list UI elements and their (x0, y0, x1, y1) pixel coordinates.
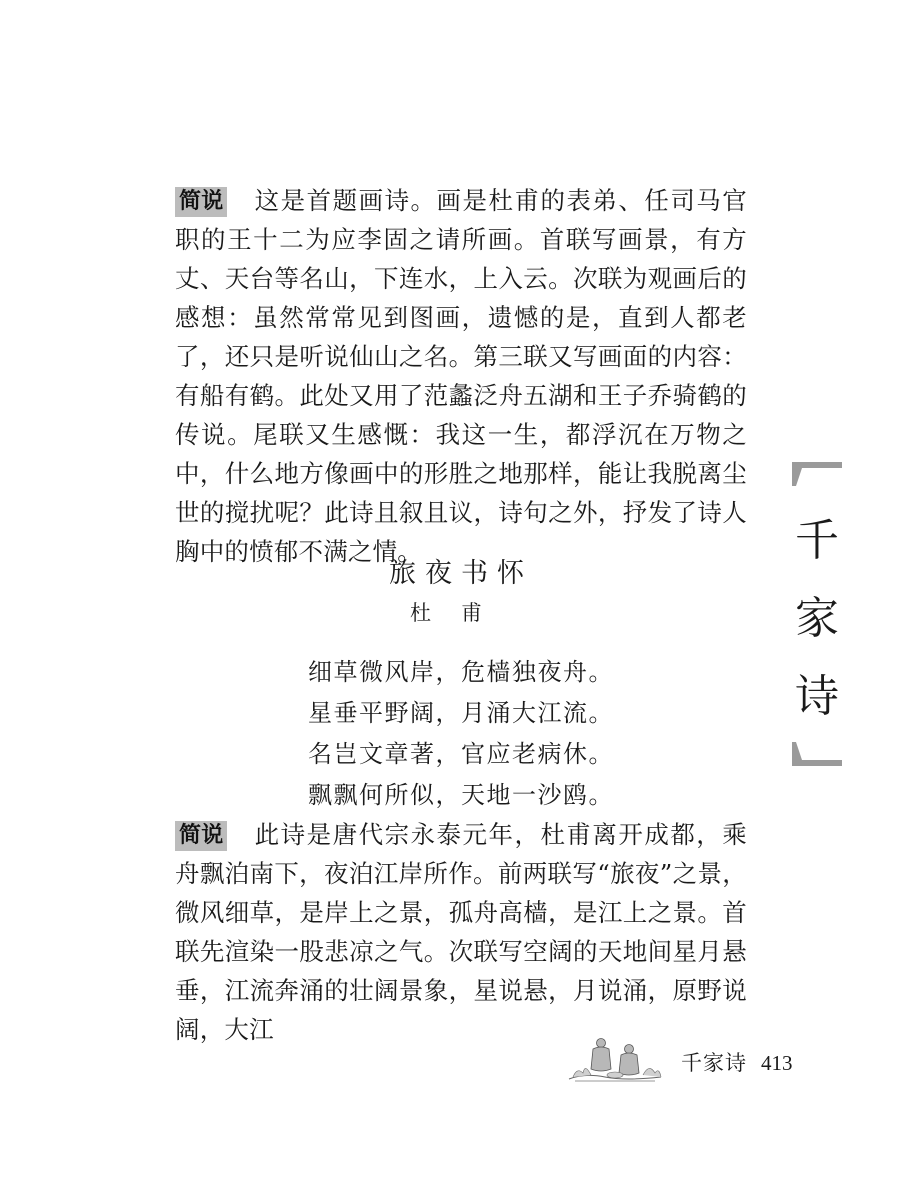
scholars-illustration-icon (565, 1033, 665, 1083)
side-tab-char: 千 (795, 515, 839, 566)
running-footer-title: 千家诗 (681, 1051, 747, 1075)
bracket-top-icon (792, 462, 842, 486)
commentary-paragraph (175, 181, 747, 571)
poem-line: 星垂平野阔，月涌大江流。 (308, 699, 614, 727)
poem-author: 杜甫 (410, 601, 512, 625)
section-side-tab (792, 462, 842, 766)
commentary-text: 这是首题画诗。画是杜甫的表弟、任司马官职的王十二为应李固之请所画。首联写画景，有方丈、天台等名山，下连水，上入云。次联为观画后的感想：虽然常常见到图画，遗憾的是，直到人都老了，还只是听说仙山之名。第三联又写画面的内容：有船有鹤。此处又用了范蠡泛舟五湖和王子乔骑鹤的传说。尾联又生感慨：我这一生，都浮沉在万物之中，什么地方像画中的形胜之地那样，能让我脱离尘世的搅扰呢？此诗且叙且议，诗句之外，抒发了诗人胸中的愤郁不满之情。 (175, 186, 747, 566)
commentary-paragraph (175, 815, 747, 1049)
jianshuo-badge: 简说 (175, 821, 227, 851)
poem-title: 旅夜书怀 (389, 558, 533, 589)
side-tab-char: 诗 (795, 671, 839, 722)
poem-line: 名岂文章著，官应老病休。 (308, 740, 614, 768)
poem-body (175, 652, 747, 816)
page-number: 413 (761, 1051, 793, 1075)
bracket-bottom-icon (792, 742, 842, 766)
poem-line: 细草微风岸，危樯独夜舟。 (308, 658, 614, 686)
side-tab-char: 家 (795, 593, 839, 644)
commentary-text: 此诗是唐代宗永泰元年，杜甫离开成都，乘舟飘泊南下，夜泊江岸所作。前两联写“旅夜”之景，微风细草，是岸上之景，孤舟高樯，是江上之景。首联先渲染一股悲凉之气。次联写空阔的天地间星月悬垂，江流奔涌的壮阔景象，星说悬，月说涌，原野说阔，大江 (175, 820, 747, 1044)
jianshuo-badge: 简说 (175, 187, 227, 217)
poem-line: 飘飘何所似，天地一沙鸥。 (308, 781, 614, 809)
